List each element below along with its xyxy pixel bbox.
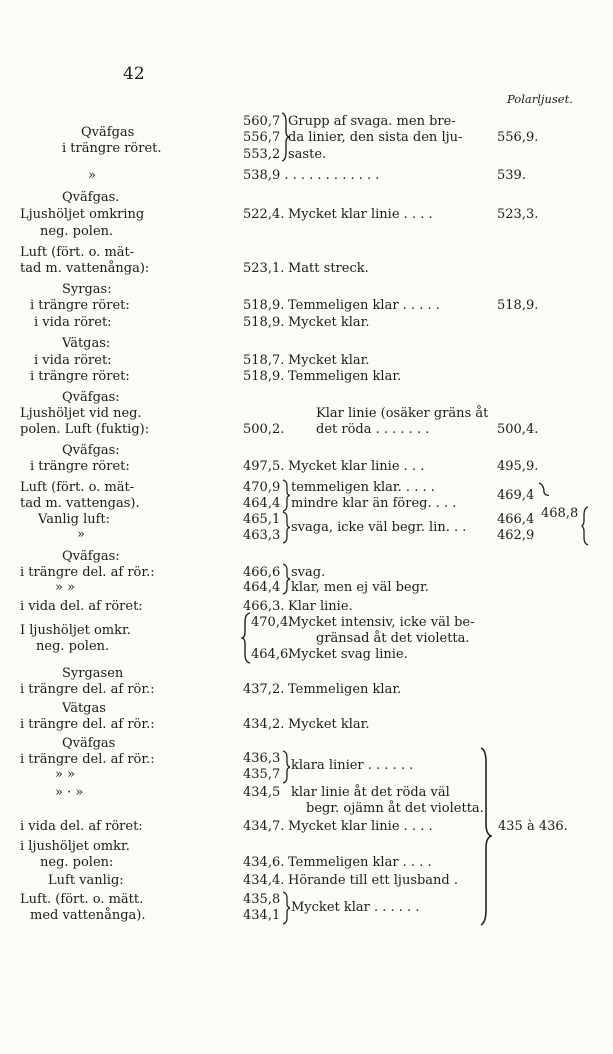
text-line-l26: Temmeligen klar . . . . .	[288, 298, 440, 313]
text-line-l08: saste.	[288, 147, 327, 162]
text-line-l67: 466,6	[243, 565, 281, 580]
text-line-l15: 522,4.	[243, 207, 285, 222]
text-line-l09: 556,9.	[497, 130, 539, 145]
text-line-l92: 436,3	[243, 751, 281, 766]
text-line-l34: Mycket klar.	[288, 353, 370, 368]
text-line-l87: i trängre del. af rör.:	[20, 717, 155, 732]
text-line-l30: Mycket klar.	[288, 315, 370, 330]
text-line-l02: i trängre röret.	[62, 141, 162, 156]
text-line-l115: Mycket klar . . . . . .	[291, 900, 420, 915]
text-line-l44: 500,4.	[497, 422, 539, 437]
text-line-l97: 434,5	[243, 785, 281, 800]
text-line-l94: » »	[55, 767, 76, 782]
text-line-l107: Temmeligen klar . . . .	[288, 855, 432, 870]
text-line-l77: 470,4.	[251, 615, 293, 630]
text-line-l90: Qväfgas	[62, 736, 116, 751]
text-line-l63: 462,9	[497, 528, 535, 543]
text-line-l114: 434,1	[243, 908, 281, 923]
brace-435-right	[282, 891, 290, 925]
text-line-l99: begr. ojämn åt det violetta.	[306, 801, 484, 816]
text-line-l64: 468,8	[541, 506, 579, 521]
text-line-l58: 465,1	[243, 512, 281, 527]
text-line-l96: » · »	[55, 785, 84, 800]
text-line-l60: 463,3	[243, 528, 281, 543]
text-line-l86: Vätgas	[62, 701, 106, 716]
text-line-l12: 539.	[497, 168, 526, 183]
text-line-l82: Syrgasen	[62, 666, 124, 681]
text-line-l78: 464,6.	[251, 647, 293, 662]
text-line-l98: klar linie åt det röda väl	[291, 785, 450, 800]
text-line-l04: 556,7	[243, 130, 281, 145]
text-line-l49: 495,9.	[497, 459, 539, 474]
text-line-l102: Mycket klar linie . . . .	[288, 819, 433, 834]
running-header: Polarljuset.	[507, 92, 573, 106]
text-line-l42: 500,2.	[243, 422, 285, 437]
text-line-l10: »	[88, 168, 96, 183]
text-line-l01: Qväfgas	[81, 125, 135, 140]
text-line-l37: Temmeligen klar.	[288, 369, 402, 384]
text-line-l72: i vida del. af röret:	[20, 599, 143, 614]
text-line-l06: Grupp af svaga. men bre-	[288, 114, 456, 129]
text-line-l57: Vanlig luft:	[38, 512, 111, 527]
text-line-l89: Mycket klar.	[288, 717, 370, 732]
brace-469-right	[538, 482, 550, 508]
brace-466-right	[282, 563, 290, 595]
text-line-l100: i vida del. af röret:	[20, 819, 143, 834]
text-line-l41: polen. Luft (fuktig):	[20, 422, 150, 437]
text-line-l70: 464,4	[243, 580, 281, 595]
text-line-l13: Qväfgas.	[62, 190, 120, 205]
text-line-l69: » »	[55, 580, 76, 595]
brace-470-right	[282, 479, 290, 512]
text-line-l81: Mycket svag linie.	[288, 647, 408, 662]
text-line-l101: 434,7.	[243, 819, 285, 834]
text-line-l54: temmeligen klar. . . . .	[291, 480, 435, 495]
text-line-l39: Ljushöljet vid neg.	[20, 406, 142, 421]
text-line-l71: klar, men ej väl begr.	[291, 580, 429, 595]
text-line-l84: 437,2.	[243, 682, 285, 697]
text-line-l61: svaga, icke väl begr. lin. . .	[291, 520, 467, 535]
text-line-l16: Mycket klar linie . . . .	[288, 207, 433, 222]
brace-465-right	[282, 511, 290, 544]
text-line-l20: tad m. vattenånga):	[20, 261, 150, 276]
text-line-l03: 560,7	[243, 114, 281, 129]
text-line-l27: 518,9.	[497, 298, 539, 313]
text-line-l83: i trängre del. af rör.:	[20, 682, 155, 697]
text-line-l35: i trängre röret:	[30, 369, 130, 384]
text-line-l28: i vida röret:	[34, 315, 112, 330]
text-line-l62: 466,4	[497, 512, 535, 527]
text-line-l52: 470,9	[243, 480, 281, 495]
text-line-l103: 435 à 436.	[498, 819, 568, 834]
text-line-l23: Syrgas:	[62, 282, 112, 297]
text-line-l110: Hörande till ett ljusband .	[288, 873, 459, 888]
text-line-l76: neg. polen.	[36, 639, 110, 654]
text-line-l38: Qväfgas:	[62, 390, 120, 405]
text-line-l43: det röda . . . . . . .	[316, 422, 430, 437]
text-line-l18: neg. polen.	[40, 224, 114, 239]
text-line-l105: neg. polen:	[40, 855, 114, 870]
text-line-l113: 435,8	[243, 892, 281, 907]
text-line-l55: mindre klar än föreg. . . .	[291, 496, 457, 511]
text-line-l88: 434,2.	[243, 717, 285, 732]
text-line-l22: Matt streck.	[288, 261, 369, 276]
text-line-l32: i vida röret:	[34, 353, 112, 368]
text-line-l51: tad m. vattengas).	[20, 496, 140, 511]
brace-560	[281, 112, 289, 162]
text-line-l46: i trängre röret:	[30, 459, 130, 474]
text-line-l25: 518,9.	[243, 298, 285, 313]
text-line-l48: Mycket klar linie . . .	[288, 459, 425, 474]
text-line-l68: svag.	[291, 565, 326, 580]
text-line-l11: 538,9 . . . . . . . . . . . .	[243, 168, 380, 183]
large-brace-right	[480, 746, 492, 928]
text-line-l56: 469,4	[497, 488, 535, 503]
text-line-l73: 466,3.	[243, 599, 285, 614]
brace-436-right	[282, 750, 290, 784]
text-line-l91: i trängre del. af rör.:	[20, 752, 155, 767]
brace-468-right	[581, 506, 589, 546]
text-line-l111: Luft. (fört. o. mätt.	[20, 892, 144, 907]
text-line-l07: da linier, den sista den lju-	[288, 130, 463, 145]
text-line-l75: I ljushöljet omkr.	[20, 623, 131, 638]
text-line-l47: 497,5.	[243, 459, 285, 474]
text-line-l85: Temmeligen klar.	[288, 682, 402, 697]
text-line-l74: Klar linie.	[288, 599, 353, 614]
brace-ljushoeljet-left	[241, 612, 251, 664]
text-line-l93: klara linier . . . . . .	[291, 758, 414, 773]
text-line-l24: i trängre röret:	[30, 298, 130, 313]
text-line-l21: 523,1.	[243, 261, 285, 276]
text-line-l53: 464,4	[243, 496, 281, 511]
text-line-l19: Luft (fört. o. mät-	[20, 245, 135, 260]
text-line-l95: 435,7	[243, 767, 281, 782]
text-line-l29: 518,9.	[243, 315, 285, 330]
text-line-l66: i trängre del. af rör.:	[20, 565, 155, 580]
text-line-l112: med vattenånga).	[30, 908, 146, 923]
text-line-l45: Qväfgas:	[62, 443, 120, 458]
text-line-l106: 434,6.	[243, 855, 285, 870]
text-line-l65: Qväfgas:	[62, 549, 120, 564]
text-line-l59: »	[77, 527, 85, 542]
text-line-l14: Ljushöljet omkring	[20, 207, 145, 222]
text-line-l40: Klar linie (osäker gräns åt	[316, 406, 489, 421]
text-line-l31: Vätgas:	[62, 336, 111, 351]
text-line-l33: 518,7.	[243, 353, 285, 368]
page-number: 42	[123, 64, 145, 84]
text-line-l80: gränsad åt det violetta.	[316, 631, 470, 646]
text-line-l36: 518,9.	[243, 369, 285, 384]
text-line-l05: 553,2	[243, 147, 281, 162]
text-line-l79: Mycket intensiv, icke väl be-	[288, 615, 475, 630]
text-line-l50: Luft (fört. o. mät-	[20, 480, 135, 495]
text-line-l104: i ljushöljet omkr.	[20, 839, 130, 854]
text-line-l109: 434,4.	[243, 873, 285, 888]
text-line-l108: Luft vanlig:	[48, 873, 124, 888]
text-line-l17: 523,3.	[497, 207, 539, 222]
